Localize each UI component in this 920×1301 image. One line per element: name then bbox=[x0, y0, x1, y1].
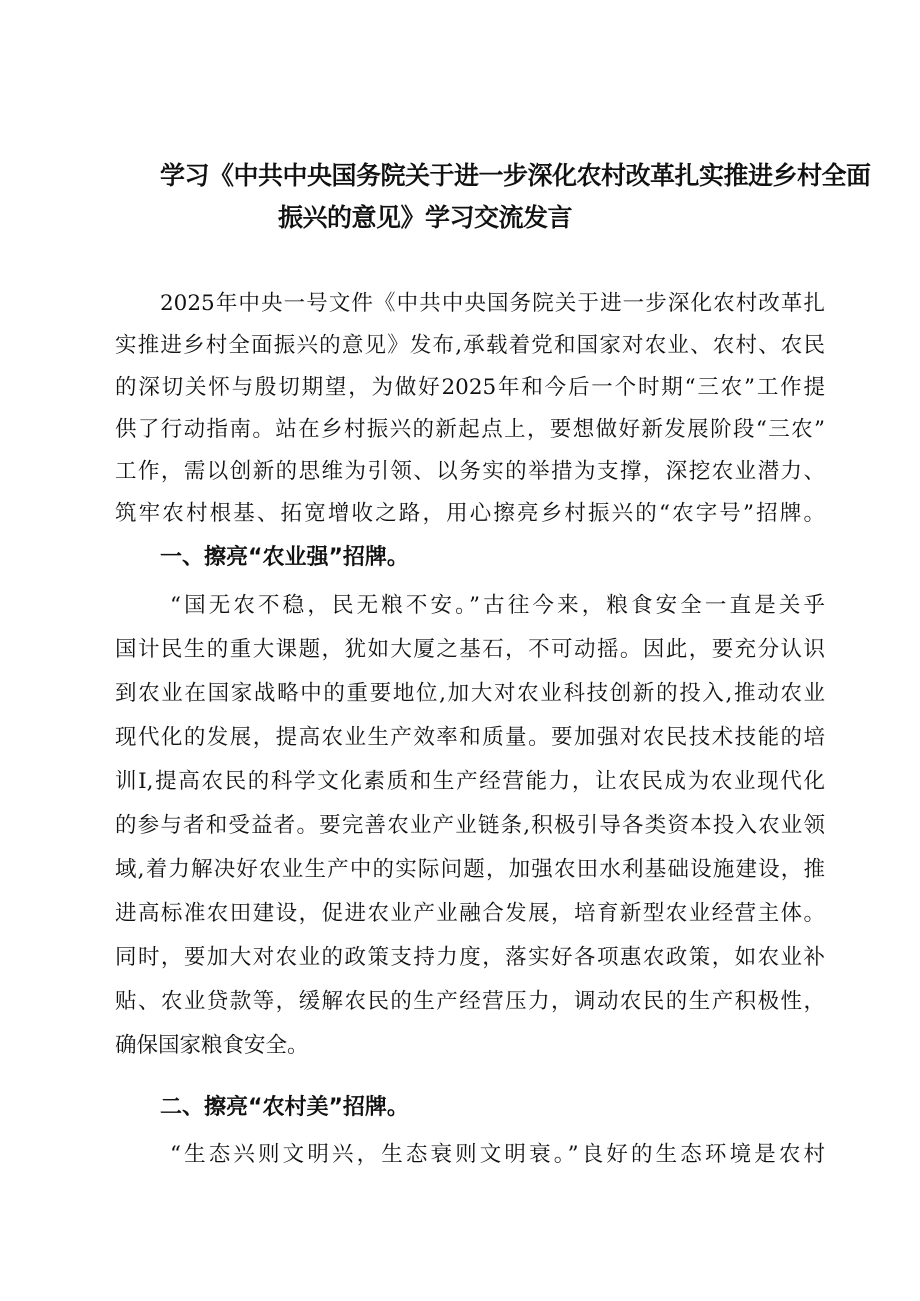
section-1-line: “国无农不稳，民无粮不安。”古往今来，粮食安全一直是关乎 bbox=[170, 593, 825, 618]
intro-line: 筑牢农村根基、拓宽增收之路，用心擦亮乡村振兴的“农字号”招牌。 bbox=[115, 501, 825, 526]
intro-line: 供了行动指南。站在乡村振兴的新起点上，要想做好新发展阶段“三农” bbox=[115, 417, 825, 442]
section-1-line: 的参与者和受益者。要完善农业产业链条,积极引导各类资本投入农业领 bbox=[115, 813, 825, 838]
section-2-heading: 二、擦亮“农村美”招牌。 bbox=[160, 1095, 409, 1120]
intro-line: 实推进乡村全面振兴的意见》发布,承载着党和国家对农业、农村、农民 bbox=[115, 333, 825, 358]
intro-line: 工作，需以创新的思维为引领、以务实的举措为支撑，深挖农业潜力、 bbox=[115, 459, 825, 484]
title-line-1: 学习《中共中央国务院关于进一步深化农村改革扎实推进乡村全面 bbox=[160, 161, 871, 190]
section-1-line: 现代化的发展，提高农业生产效率和质量。要加强对农民技术技能的培 bbox=[115, 725, 825, 750]
section-1-line: 同时，要加大对农业的政策支持力度，落实好各项惠农政策，如农业补 bbox=[115, 945, 825, 970]
section-1-line: 域,着力解决好农业生产中的实际问题，加强农田水利基础设施建设，推 bbox=[115, 857, 825, 882]
section-1-line: 国计民生的重大课题，犹如大厦之基石，不可动摇。因此，要充分认识 bbox=[115, 637, 825, 662]
title-line-2: 振兴的意见》学习交流发言 bbox=[278, 203, 573, 232]
intro-line: 的深切关怀与殷切期望，为做好2025年和今后一个时期“三农”工作提 bbox=[115, 375, 825, 400]
section-1-line: 贴、农业贷款等，缓解农民的生产经营压力，调动农民的生产积极性， bbox=[115, 989, 825, 1014]
section-1-line: 确保国家粮食安全。 bbox=[115, 1033, 309, 1058]
section-1-line: 到农业在国家战略中的重要地位,加大对农业科技创新的投入,推动农业 bbox=[115, 681, 825, 706]
section-1-line: 进高标准农田建设，促进农业产业融合发展，培育新型农业经营主体。 bbox=[115, 901, 825, 926]
intro-line: 2025年中央一号文件《中共中央国务院关于进一步深化农村改革扎 bbox=[160, 291, 825, 316]
section-2-line: “生态兴则文明兴，生态衰则文明衰。”良好的生态环境是农村 bbox=[170, 1142, 825, 1167]
section-1-line: 训I,提高农民的科学文化素质和生产经营能力，让农民成为农业现代化 bbox=[115, 769, 825, 794]
section-1-heading: 一、擦亮“农业强”招牌。 bbox=[160, 545, 409, 570]
